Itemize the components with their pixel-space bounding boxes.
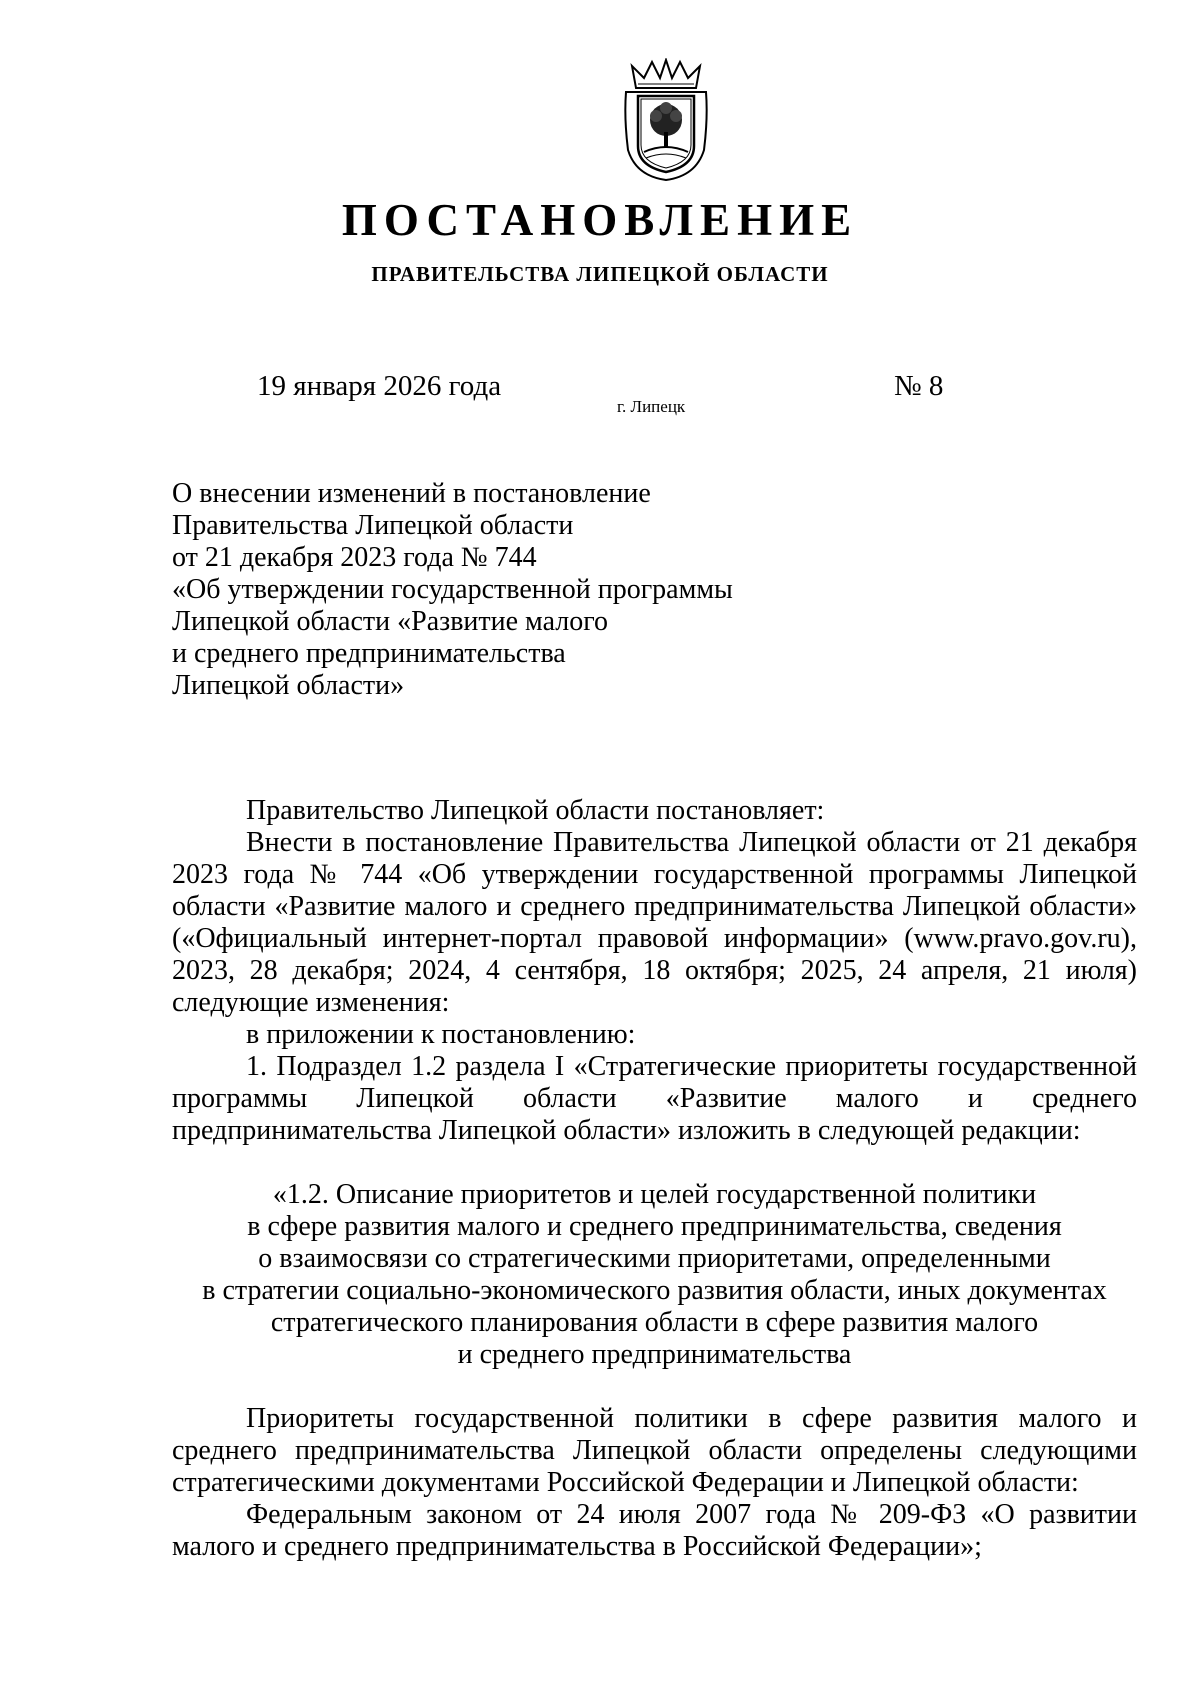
heading-line: О внесении изменений в постановление [172,478,651,509]
section-heading-line: и среднего предпринимательства [457,1339,852,1370]
body-paragraph: Федеральным законом от 24 июля 2007 года № 209-ФЗ «О развитии малого и среднего предпринимательства в Российской Федерации»; [172,1499,1137,1562]
body-paragraph: Правительство Липецкой области постановляет: [246,795,825,826]
document-heading [172,478,733,702]
section-heading-line: «1.2. Описание приоритетов и целей государственной политики [272,1179,1037,1210]
section-heading-line: в сфере развития малого и среднего предпринимательства, сведения [247,1211,1062,1242]
document-title: ПОСТАНОВЛЕНИЕ [341,195,859,245]
document-date: 19 января 2026 года [257,370,502,402]
section-heading-line: стратегического планирования области в сфере развития малого [270,1307,1039,1338]
coat-of-arms-emblem [622,58,710,182]
heading-line: от 21 декабря 2023 года № 744 [172,542,537,573]
body-paragraph: в приложении к постановлению: [246,1019,636,1050]
document-body [172,795,1137,1563]
section-heading-line: о взаимосвязи со стратегическими приоритетами, определенными [258,1243,1051,1274]
body-paragraph: Приоритеты государственной политики в сфере развития малого и среднего предпринимательства Липецкой области определены следующими стратегическими документами Российской Федерации и Липецкой области: [172,1403,1137,1498]
body-paragraph: 1. Подраздел 1.2 раздела I «Стратегические приоритеты государственной программы Липецкой области «Развитие малого и среднего предпринимательства Липецкой области» изложить в следующей редакции: [172,1051,1137,1146]
heading-line: «Об утверждении государственной программы [172,574,733,605]
spacer [172,1371,1137,1403]
heading-line: Правительства Липецкой области [172,510,574,541]
document-city: г. Липецк [617,397,686,416]
spacer [172,1147,1137,1179]
section-heading-line: в стратегии социально-экономического развития области, иных документах [202,1275,1107,1306]
heading-line: Липецкой области» [172,670,405,701]
document-subtitle: ПРАВИТЕЛЬСТВА ЛИПЕЦКОЙ ОБЛАСТИ [371,262,829,286]
heading-line: Липецкой области «Развитие малого [172,606,609,637]
body-paragraph: Внести в постановление Правительства Липецкой области от 21 декабря 2023 года № 744 «Об утверждении государственной программы Липецкой области «Развитие малого и среднего предпринимательства Липецкой области» («Официальный интернет-портал правовой информации» (www.pravo.gov.ru), 2023, 28 декабря; 2024, 4 сентября, 18 октября; 2025, 24 апреля, 21 июля) следующие изменения: [172,827,1137,1018]
heading-line: и среднего предпринимательства [172,638,566,669]
document-number: № 8 [894,370,944,402]
section-heading [172,1179,1137,1371]
